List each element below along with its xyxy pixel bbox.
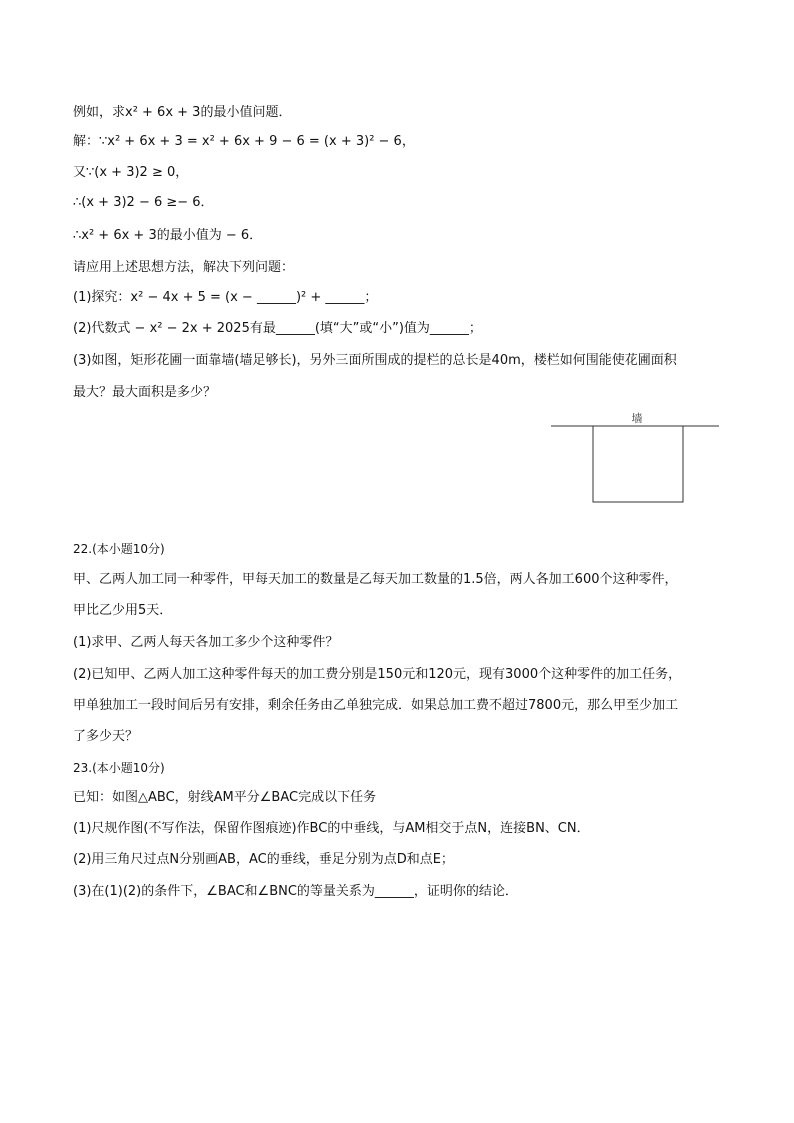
q22-header: 22.(本小题10分): [73, 542, 165, 556]
q21-intro: 请应用上述思想方法，解决下列问题：: [73, 260, 295, 275]
q23-part-3: (3)在(1)(2)的条件下，∠BAC和∠BNC的等量关系为______，证明你的结论．: [73, 884, 518, 899]
example-line-4: ∴(x + 3)2 − 6 ≥− 6．: [73, 195, 214, 210]
q23-header: 23.(本小题10分): [73, 761, 165, 775]
q21-part-2: (2)代数式 − x² − 2x + 2025有最______(填“大”或“小”)值为______；: [73, 321, 482, 336]
garden-figure: [545, 405, 725, 510]
q22-part-1: (1)求甲、乙两人每天各加工多少个这种零件？: [73, 635, 339, 650]
q21-part-1: (1)探究：x² − 4x + 5 = (x − ______)² + ______；: [73, 290, 378, 305]
example-line-1: 例如，求x² + 6x + 3的最小值问题．: [73, 105, 292, 120]
q22-part-2a: (2)已知甲、乙两人加工这种零件每天的加工费分别是150元和120元，现有3000个这种零件的加工任务，: [73, 667, 682, 682]
example-line-2: 解：∵x² + 6x + 3 = x² + 6x + 9 − 6 = (x + 3)² − 6，: [73, 134, 415, 149]
q22-part-2c: 了多少天？: [73, 729, 139, 744]
q21-part-3b: 最大？最大面积是多少？: [73, 385, 217, 400]
q23-part-1: (1)尺规作图(不写作法，保留作图痕迹)作BC的中垂线，与AM相交于点N，连接BN、CN．: [73, 821, 590, 836]
q22-stem-2: 甲比乙少用5天．: [73, 603, 173, 618]
q22-stem-1: 甲、乙两人加工同一种零件，甲每天加工的数量是乙每天加工数量的1.5倍，两人各加工600个这种零件，: [73, 572, 678, 587]
example-line-3: 又∵(x + 3)2 ≥ 0，: [73, 165, 189, 180]
q23-stem: 已知：如图△ABC，射线AM平分∠BAC完成以下任务: [73, 790, 377, 805]
q21-part-3a: (3)如图，矩形花圃一面靠墙(墙足够长)，另外三面所围成的提栏的总长是40m，楼栏如何围能使花圃面积: [73, 353, 677, 368]
wall-label: 墙: [631, 412, 643, 425]
garden-rectangle: [593, 426, 683, 502]
example-line-5: ∴x² + 6x + 3的最小值为 − 6．: [73, 228, 263, 243]
q23-part-2: (2)用三角尺过点N分别画AB，AC的垂线，垂足分别为点D和点E；: [73, 852, 454, 867]
q22-part-2b: 甲单独加工一段时间后另有安排，剩余任务由乙单独完成．如果总加工费不超过7800元，那么甲至少加工: [73, 698, 679, 713]
